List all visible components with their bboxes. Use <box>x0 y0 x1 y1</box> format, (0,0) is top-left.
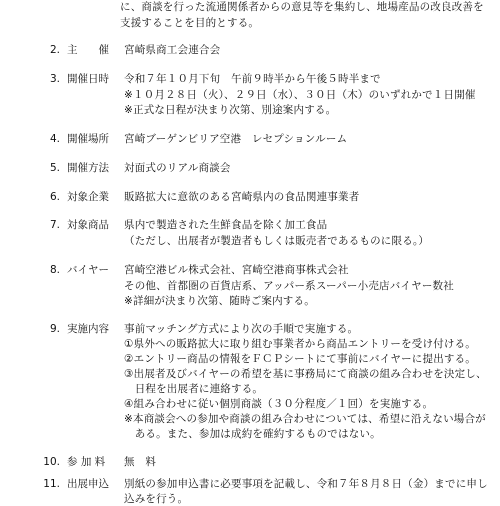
section-text: 無 料 <box>124 456 157 468</box>
section-text: 県内で製造された生鮮食品を除く加工食品 <box>124 219 328 231</box>
section-label: 開催方法 <box>67 162 109 174</box>
section-label: 開催日時 <box>67 73 109 85</box>
section-text: 宮崎県商工会連合会 <box>124 44 221 56</box>
section-label: 対象商品 <box>67 219 109 231</box>
section-label: バイヤー <box>67 264 109 276</box>
section-number: 4. <box>49 133 60 145</box>
section-number: 5. <box>49 162 60 174</box>
section-text: ある。また、参加は成約を確約するものではない。 <box>124 428 381 440</box>
section-label: 参 加 料 <box>67 456 106 468</box>
section-text: ※正式な日程が決まり次第、別途案内する。 <box>124 104 337 116</box>
section-text: 別紙の参加申込書に必要事項を記載し、令和７年８月８日（金）までに申し <box>124 478 488 490</box>
section-label: 実施内容 <box>67 323 109 335</box>
section-text: 込みを行う。 <box>124 493 189 505</box>
section-text: その他、首都圏の百貨店系、アッパー系スーパー小売店バイヤー数社 <box>124 280 454 292</box>
section-text: ④組み合わせに従い個別商談（３０分程度／１回）を実施する。 <box>124 398 434 410</box>
section-label: 主 催 <box>67 44 109 56</box>
section-number: 3. <box>49 73 60 85</box>
section-text: ①県外への販路拡大に取り組む事業者から商品エントリーを受け付ける。 <box>124 338 477 350</box>
section-number: 11. <box>43 478 60 490</box>
section-label: 開催場所 <box>67 133 109 145</box>
section-number: 8. <box>49 264 60 276</box>
section-text: 事前マッチング方式により次の手順で実施する。 <box>124 323 359 335</box>
intro-line: に、商談を行った流通関係者からの意見等を集約し、地場産品の改良改善を <box>120 1 484 13</box>
section-text: 販路拡大に意欲のある宮崎県内の食品関連事業者 <box>124 191 360 203</box>
section-text: ※詳細が決まり次第、随時ご案内する。 <box>124 295 315 307</box>
section-label: 出展申込 <box>67 478 109 490</box>
intro-line: 支援することを目的とする。 <box>120 17 260 29</box>
section-text: ※１０月２８日（火）、２９日（水）、３０日（木）のいずれかで１日開催 <box>124 89 476 101</box>
section-text: （ただし、出展者が製造者もしくは販売者であるものに限る。） <box>124 235 430 247</box>
section-text: ②エントリー商品の情報をＦＣＰシートにて事前にバイヤーに提出する。 <box>124 353 477 365</box>
section-text: ※本商談会への参加や商談の組み合わせについては、希望に沿えない場合が <box>124 413 486 425</box>
section-text: 宮崎空港ビル株式会社、宮崎空港商事株式会社 <box>124 264 349 276</box>
section-number: 2. <box>49 44 60 56</box>
section-number: 6. <box>49 191 60 203</box>
section-number: 7. <box>49 219 60 231</box>
section-number: 9. <box>49 323 60 335</box>
section-text: 対面式のリアル商談会 <box>124 162 231 174</box>
section-text: 日程を出展者に連絡する。 <box>124 383 264 395</box>
section-text: 令和７年１０月下旬 午前９時半から午後５時半まで <box>124 73 381 85</box>
section-number: 10. <box>43 456 60 468</box>
section-text: 宮崎ブーゲンビリア空港 レセプションルーム <box>124 133 348 145</box>
section-label: 対象企業 <box>67 191 109 203</box>
section-text: ③出展者及びバイヤーの希望を基に事務局にて商談の組み合わせを決定し、 <box>124 368 487 380</box>
